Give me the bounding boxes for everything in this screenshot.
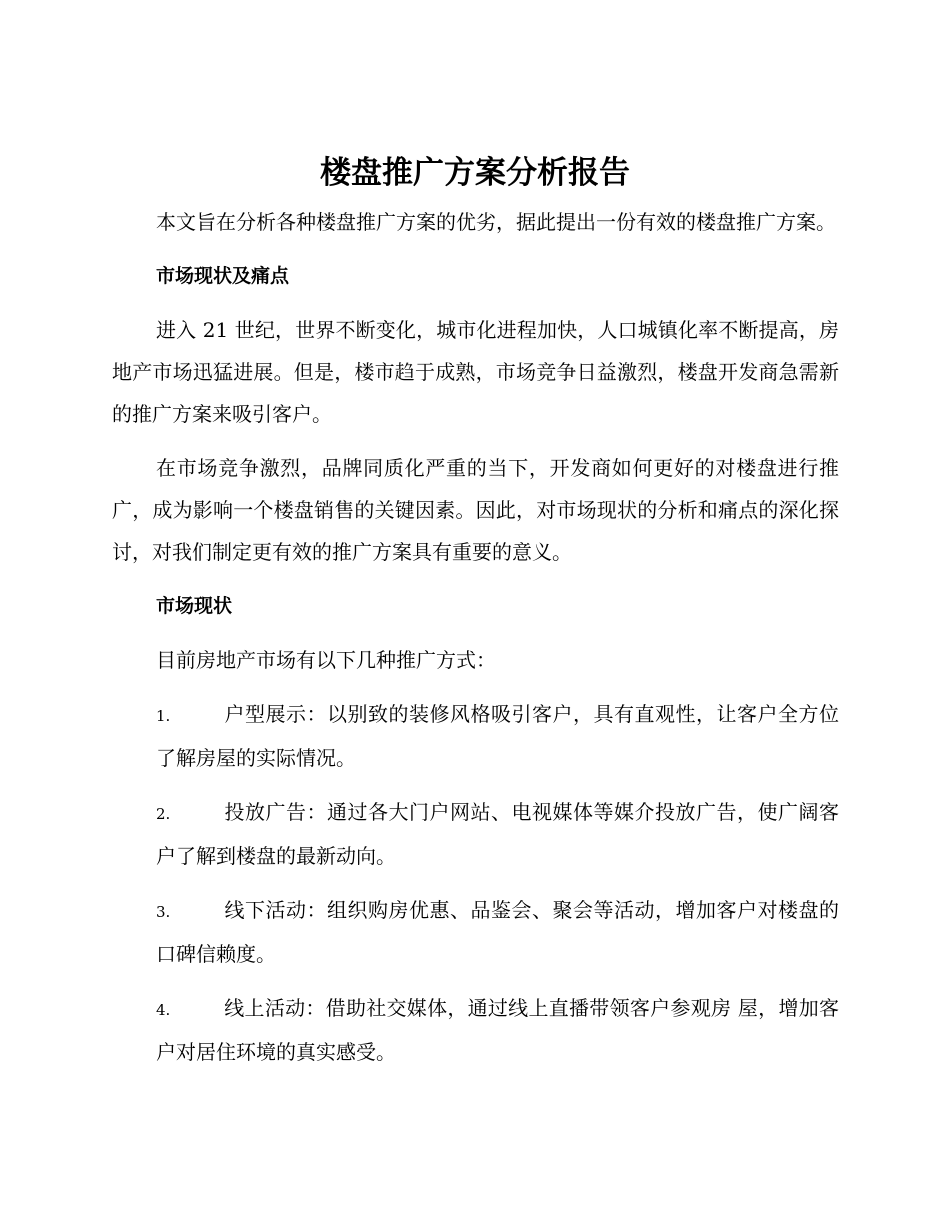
list-item-text: 线上活动：借助社交媒体，通过线上直播带领客户参观房 屋，增加客户对居住环境的真实感受。	[156, 996, 839, 1064]
list-item-text: 户型展示：以别致的装修风格吸引客户，具有直观性，让客户全方位了解房屋的实际情况。	[156, 702, 839, 770]
document-body	[112, 201, 839, 1073]
list-item	[112, 791, 839, 877]
list-item	[112, 987, 839, 1073]
list-item-number: 4.	[156, 1001, 171, 1019]
list-item	[112, 693, 839, 779]
document-title: 楼盘推广方案分析报告	[320, 155, 630, 191]
intro-paragraph: 本文旨在分析各种楼盘推广方案的优劣，据此提出一份有效的楼盘推广方案。	[156, 210, 836, 234]
section-heading-market-status: 市场现状	[156, 595, 233, 617]
list-intro-paragraph: 目前房地产市场有以下几种推广方式：	[156, 648, 496, 672]
list-item-text: 投放广告：通过各大门户网站、电视媒体等媒介投放广告，使广阔客户了解到楼盘的最新动向。	[156, 800, 839, 868]
section-heading-market-pain-points: 市场现状及痛点	[156, 265, 290, 287]
list-item-number: 3.	[156, 903, 171, 921]
list-item	[112, 889, 839, 975]
body-paragraph: 在市场竞争激烈，品牌同质化严重的当下，开发商如何更好的对楼盘进行推广，成为影响一个楼盘销售的关键因素。因此，对市场现状的分析和痛点的深化探讨，对我们制定更有效的推广方案具有重要的意义。	[112, 456, 839, 564]
list-item-number: 2.	[156, 805, 171, 823]
body-paragraph: 进入 21 世纪，世界不断变化，城市化进程加快，人口城镇化率不断提高，房地产市场迅猛进展。但是，楼市趋于成熟，市场竞争日益激烈，楼盘开发商急需新的推广方案来吸引客户。	[112, 318, 839, 426]
list-item-number: 1.	[156, 707, 171, 725]
list-item-text: 线下活动：组织购房优惠、品鉴会、聚会等活动，增加客户对楼盘的口碑信赖度。	[156, 898, 839, 966]
